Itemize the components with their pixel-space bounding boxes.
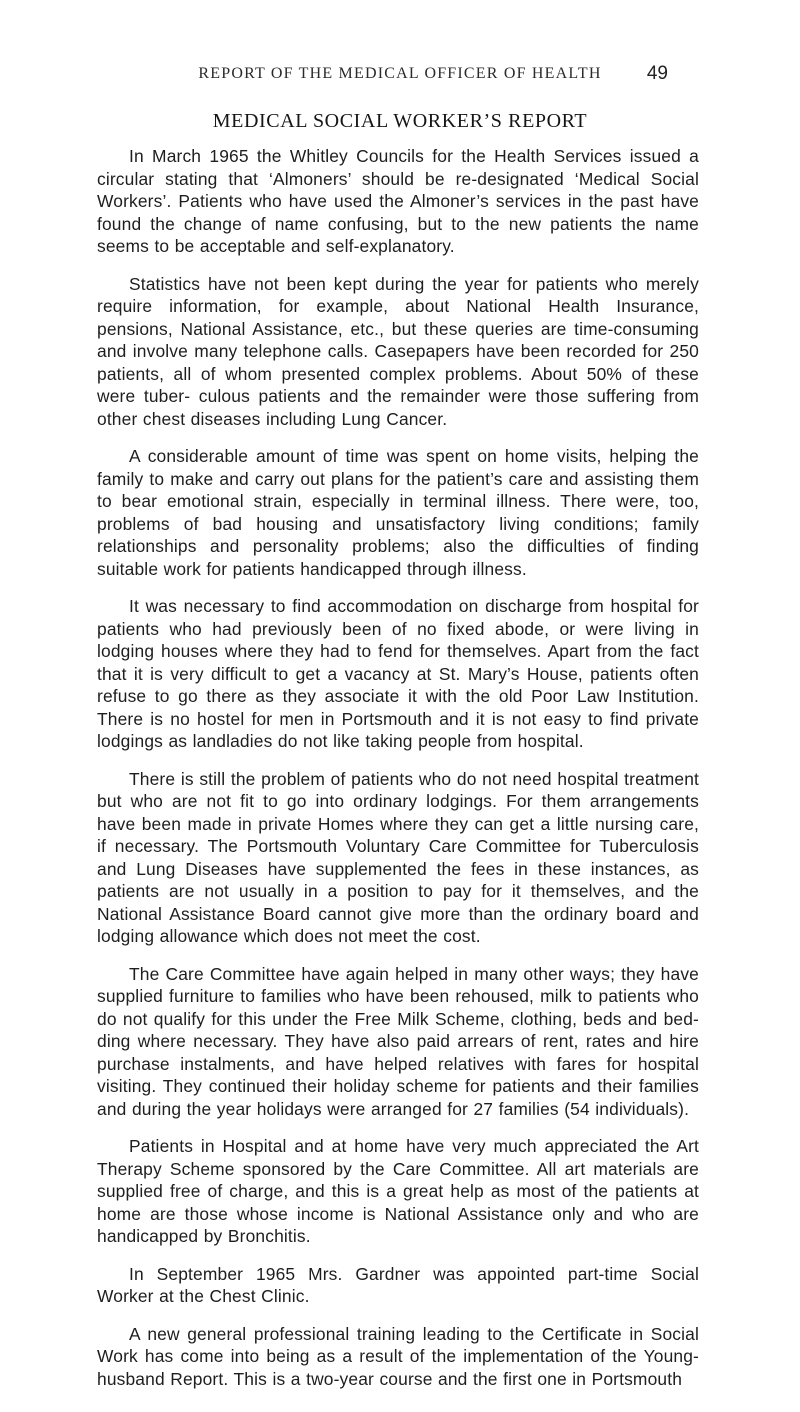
paragraph-accommodation: It was necessary to find accommodation on discharge from hospital for patients who had previously been of no fixed abode, or were living in lodging houses where they had to fend for themselves. Apart from the fact that it is very difficult to get a vacancy at St. Mary’s House, patients often refuse to go there as they associate it with the old Poor Law Institution. There is no hostel for men in Portsmouth and it is not easy to find private lodgings as landladies do not like taking people from hospital.: [97, 596, 699, 751]
paragraph-care-committee: The Care Committee have again helped in many other ways; they have supplied furniture to families who have been rehoused, milk to patients who do not qualify for this under the Free Milk Scheme, clothing, beds and bed- ding where necessary. They have also paid arrears of rent, rates and hire purchase instalments, and have helped relatives with fares for hospital visiting. They continued their holiday scheme for patients and their families and during the year holidays were arranged for 27 families (54 individuals).: [97, 963, 699, 1119]
running-head: [0, 63, 800, 87]
report-body: [97, 145, 699, 1405]
paragraph-home-visits: A considerable amount of time was spent on home visits, helping the family to make and carry out plans for the patient’s care and assisting them to bear emotional strain, especially in terminal illness. There were, too, problems of bad housing and unsatisfactory living conditions; family relationships and personality problems; also the difficulties of finding suitable work for patients handicapped through illness.: [97, 446, 699, 579]
paragraph-private-homes: There is still the problem of patients who do not need hospital treatment but who are not fit to go into ordinary lodgings. For them arrangements have been made in private Homes where they can get a little nursing care, if necessary. The Portsmouth Voluntary Care Committee for Tuberculosis and Lung Diseases have supplemented the fees in these instances, as patients are not usually in a position to pay for it themselves, and the National Assistance Board cannot give more than the ordinary board and lodging allowance which does not meet the cost.: [97, 768, 699, 946]
paragraph-appointment: In September 1965 Mrs. Gardner was appointed part-time Social Worker at the Chest Clinic.: [97, 1263, 699, 1306]
running-title: REPORT OF THE MEDICAL OFFICER OF HEALTH: [198, 65, 602, 82]
paragraph-art-therapy: Patients in Hospital and at home have very much appreciated the Art Therapy Scheme sponsored by the Care Committee. All art materials are supplied free of charge, and this is a great help as most of the patients at home are those whose income is National Assistance only and who are handicapped by Bronchitis.: [97, 1136, 699, 1246]
paragraph-almoners-renamed: In March 1965 the Whitley Councils for the Health Services issued a circular stating that ‘Almoners’ should be re-designated ‘Medical Social Workers’. Patients who have used the Almoner’s services in the past have found the change of name confusing, but to the new patients the name seems to be acceptable and self-explanatory.: [97, 146, 699, 256]
report-heading: MEDICAL SOCIAL WORKER’S REPORT: [212, 110, 588, 132]
page-number: 49: [646, 63, 668, 84]
paragraph-training: A new general professional training leading to the Certificate in Social Work has come into being as a result of the implementation of the Young- husband Report. This is a two-year course and the first one in Portsmouth: [97, 1323, 699, 1389]
paragraph-statistics: Statistics have not been kept during the year for patients who merely require information, for example, about National Health Insurance, pensions, National Assistance, etc., but these queries are time-consuming and involve many telephone calls. Casepapers have been recorded for 250 patients, all of whom presented complex problems. About 50% of these were tuber- culous patients and the remainder were those suffering from other chest diseases including Lung Cancer.: [97, 273, 699, 429]
